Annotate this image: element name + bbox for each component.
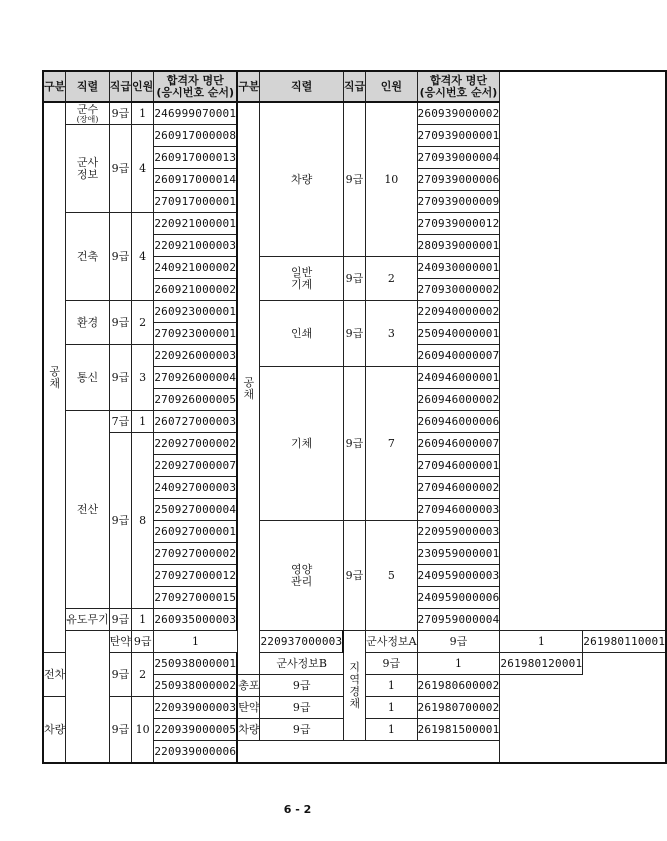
applicant-number: 250927000004 <box>154 499 237 521</box>
applicant-number: 270946000001 <box>417 455 500 477</box>
results-table-wrapper <box>42 70 667 764</box>
applicant-number: 261980120001 <box>500 653 583 675</box>
applicant-number: 280939000001 <box>417 235 500 257</box>
header-count-right: 인원 <box>366 71 417 102</box>
applicant-number: 270939000012 <box>417 213 500 235</box>
applicant-number: 240927000003 <box>154 477 237 499</box>
position-sub-label: (장애) <box>76 114 99 124</box>
header-list-right-line2: (응시번호 순서) <box>419 85 498 99</box>
position-cell <box>66 125 110 213</box>
right-category-public <box>237 102 260 675</box>
header-count: 인원 <box>132 71 154 102</box>
applicant-number: 261980110001 <box>583 631 666 653</box>
count-cell: 1 <box>132 102 154 125</box>
count-cell: 10 <box>366 102 417 257</box>
grade-cell: 9급 <box>109 125 131 213</box>
applicant-number: 220939000006 <box>154 741 237 764</box>
applicant-number: 220927000002 <box>154 433 237 455</box>
position-cell: 유도무기 <box>66 609 110 631</box>
header-list-right <box>417 71 500 102</box>
grade-cell: 9급 <box>343 102 365 257</box>
applicant-number: 270939000004 <box>417 147 500 169</box>
grade-cell: 9급 <box>109 653 131 697</box>
left-category-blank <box>66 631 110 764</box>
applicant-number: 246999070001 <box>154 102 237 125</box>
applicant-number: 270939000009 <box>417 191 500 213</box>
count-cell: 2 <box>366 257 417 301</box>
applicant-number: 240930000001 <box>417 257 500 279</box>
count-cell: 10 <box>132 697 154 764</box>
header-category: 구분 <box>43 71 66 102</box>
table-row <box>43 102 666 125</box>
applicant-number: 220927000007 <box>154 455 237 477</box>
position-label: 영양 관리 <box>291 562 313 588</box>
position-cell: 전산 <box>66 411 110 609</box>
left-category-text: 공 채 <box>49 364 60 390</box>
applicant-number: 270927000015 <box>154 587 237 609</box>
position-label: 군사 정보 <box>76 155 99 181</box>
position-cell: 군사정보B <box>260 653 343 675</box>
position-cell <box>66 102 110 125</box>
applicant-number: 261981500001 <box>417 719 500 741</box>
applicant-number: 260946000002 <box>417 389 500 411</box>
applicant-number: 260935000003 <box>154 609 237 631</box>
position-cell <box>260 521 343 631</box>
header-category-right: 구분 <box>237 71 260 102</box>
applicant-number: 220939000005 <box>154 719 237 741</box>
left-category <box>43 102 66 653</box>
applicant-number: 270926000005 <box>154 389 237 411</box>
applicant-number: 220926000003 <box>154 345 237 367</box>
position-cell: 환경 <box>66 301 110 345</box>
applicant-number: 270923000001 <box>154 323 237 345</box>
header-grade: 직급 <box>109 71 131 102</box>
grade-cell: 7급 <box>109 411 131 433</box>
applicant-number: 260917000014 <box>154 169 237 191</box>
applicant-number: 270930000002 <box>417 279 500 301</box>
grade-cell: 9급 <box>109 697 131 764</box>
applicant-number: 220940000002 <box>417 301 500 323</box>
applicant-number: 261980600002 <box>417 675 500 697</box>
position-label: 군수 <box>76 102 99 116</box>
count-cell: 1 <box>132 411 154 433</box>
header-grade-right: 직급 <box>343 71 365 102</box>
applicant-number: 260923000001 <box>154 301 237 323</box>
applicant-number: 260927000001 <box>154 521 237 543</box>
right-category-public-text: 공 채 <box>243 375 255 401</box>
position-cell: 총포 <box>237 675 260 697</box>
grade-cell: 9급 <box>343 257 365 301</box>
table-row <box>43 631 666 653</box>
applicant-number: 220959000003 <box>417 521 500 543</box>
applicant-number: 250940000001 <box>417 323 500 345</box>
position-cell: 차량 <box>260 102 343 257</box>
empty-cell <box>237 741 500 764</box>
count-cell: 2 <box>132 301 154 345</box>
count-cell: 1 <box>132 609 154 631</box>
applicant-number: 270926000004 <box>154 367 237 389</box>
grade-cell: 9급 <box>366 653 417 675</box>
position-cell: 탄약 <box>237 697 260 719</box>
header-list-line2: (응시번호 순서) <box>156 85 235 99</box>
applicant-number: 250938000001 <box>154 653 237 675</box>
position-label: 일반 기계 <box>291 265 313 291</box>
applicant-number: 270939000001 <box>417 125 500 147</box>
applicant-number: 260939000002 <box>417 102 500 125</box>
grade-cell: 9급 <box>343 301 365 367</box>
count-cell: 3 <box>132 345 154 411</box>
applicant-number: 230959000001 <box>417 543 500 565</box>
count-cell: 1 <box>366 697 417 719</box>
position-cell: 전차 <box>43 653 66 697</box>
applicant-number: 260917000008 <box>154 125 237 147</box>
position-cell: 차량 <box>237 719 260 741</box>
applicant-number: 240946000001 <box>417 367 500 389</box>
grade-cell: 9급 <box>109 345 131 411</box>
count-cell: 1 <box>154 631 237 653</box>
count-cell: 5 <box>366 521 417 631</box>
results-table <box>42 70 667 764</box>
applicant-number: 270917000001 <box>154 191 237 213</box>
applicant-number: 240959000003 <box>417 565 500 587</box>
header-list <box>154 71 237 102</box>
header-position-right: 직렬 <box>260 71 343 102</box>
grade-cell: 9급 <box>260 697 343 719</box>
applicant-number: 260921000002 <box>154 279 237 301</box>
header-list-right-line1: 합격자 명단 <box>430 73 487 87</box>
table-row <box>43 301 666 323</box>
applicant-number: 260946000007 <box>417 433 500 455</box>
position-cell: 통신 <box>66 345 110 411</box>
count-cell: 1 <box>366 719 417 741</box>
position-cell: 차량 <box>43 697 66 764</box>
applicant-number: 260917000013 <box>154 147 237 169</box>
position-cell: 건축 <box>66 213 110 301</box>
grade-cell: 9급 <box>109 102 131 125</box>
position-cell: 인쇄 <box>260 301 343 367</box>
count-cell: 1 <box>500 631 583 653</box>
applicant-number: 260727000003 <box>154 411 237 433</box>
applicant-number: 250938000002 <box>154 675 237 697</box>
applicant-number: 270927000012 <box>154 565 237 587</box>
applicant-number: 240959000006 <box>417 587 500 609</box>
position-cell: 탄약 <box>109 631 131 653</box>
applicant-number: 240921000002 <box>154 257 237 279</box>
right-category-regional-text: 지 역 경 채 <box>349 660 361 710</box>
count-cell: 4 <box>132 125 154 213</box>
applicant-number: 220939000003 <box>154 697 237 719</box>
position-cell: 군사정보A <box>366 631 417 653</box>
grade-cell: 9급 <box>109 213 131 301</box>
count-cell: 7 <box>366 367 417 521</box>
applicant-number: 261980700002 <box>417 697 500 719</box>
count-cell: 2 <box>132 653 154 697</box>
header-row <box>43 71 666 102</box>
applicant-number: 220937000003 <box>260 631 343 653</box>
applicant-number: 270959000004 <box>417 609 500 631</box>
applicant-number: 270946000002 <box>417 477 500 499</box>
count-cell: 4 <box>132 213 154 301</box>
applicant-number: 260946000006 <box>417 411 500 433</box>
grade-cell: 9급 <box>417 631 500 653</box>
grade-cell: 9급 <box>109 433 131 609</box>
applicant-number: 220921000001 <box>154 213 237 235</box>
grade-cell: 9급 <box>132 631 154 653</box>
grade-cell: 9급 <box>260 675 343 697</box>
count-cell: 3 <box>366 301 417 367</box>
count-cell: 8 <box>132 433 154 609</box>
applicant-number: 270939000006 <box>417 169 500 191</box>
grade-cell: 9급 <box>343 521 365 631</box>
count-cell: 1 <box>417 653 500 675</box>
grade-cell: 9급 <box>109 301 131 345</box>
grade-cell: 9급 <box>260 719 343 741</box>
header-position: 직렬 <box>66 71 110 102</box>
applicant-number: 270946000003 <box>417 499 500 521</box>
applicant-number: 260940000007 <box>417 345 500 367</box>
applicant-number: 220921000003 <box>154 235 237 257</box>
count-cell: 1 <box>366 675 417 697</box>
position-cell: 기체 <box>260 367 343 521</box>
applicant-number: 270927000002 <box>154 543 237 565</box>
grade-cell: 9급 <box>109 609 131 631</box>
grade-cell: 9급 <box>343 367 365 521</box>
header-list-line1: 합격자 명단 <box>166 73 224 87</box>
page-number: 6 - 2 <box>283 803 312 816</box>
right-category-regional <box>343 631 365 741</box>
position-cell <box>260 257 343 301</box>
